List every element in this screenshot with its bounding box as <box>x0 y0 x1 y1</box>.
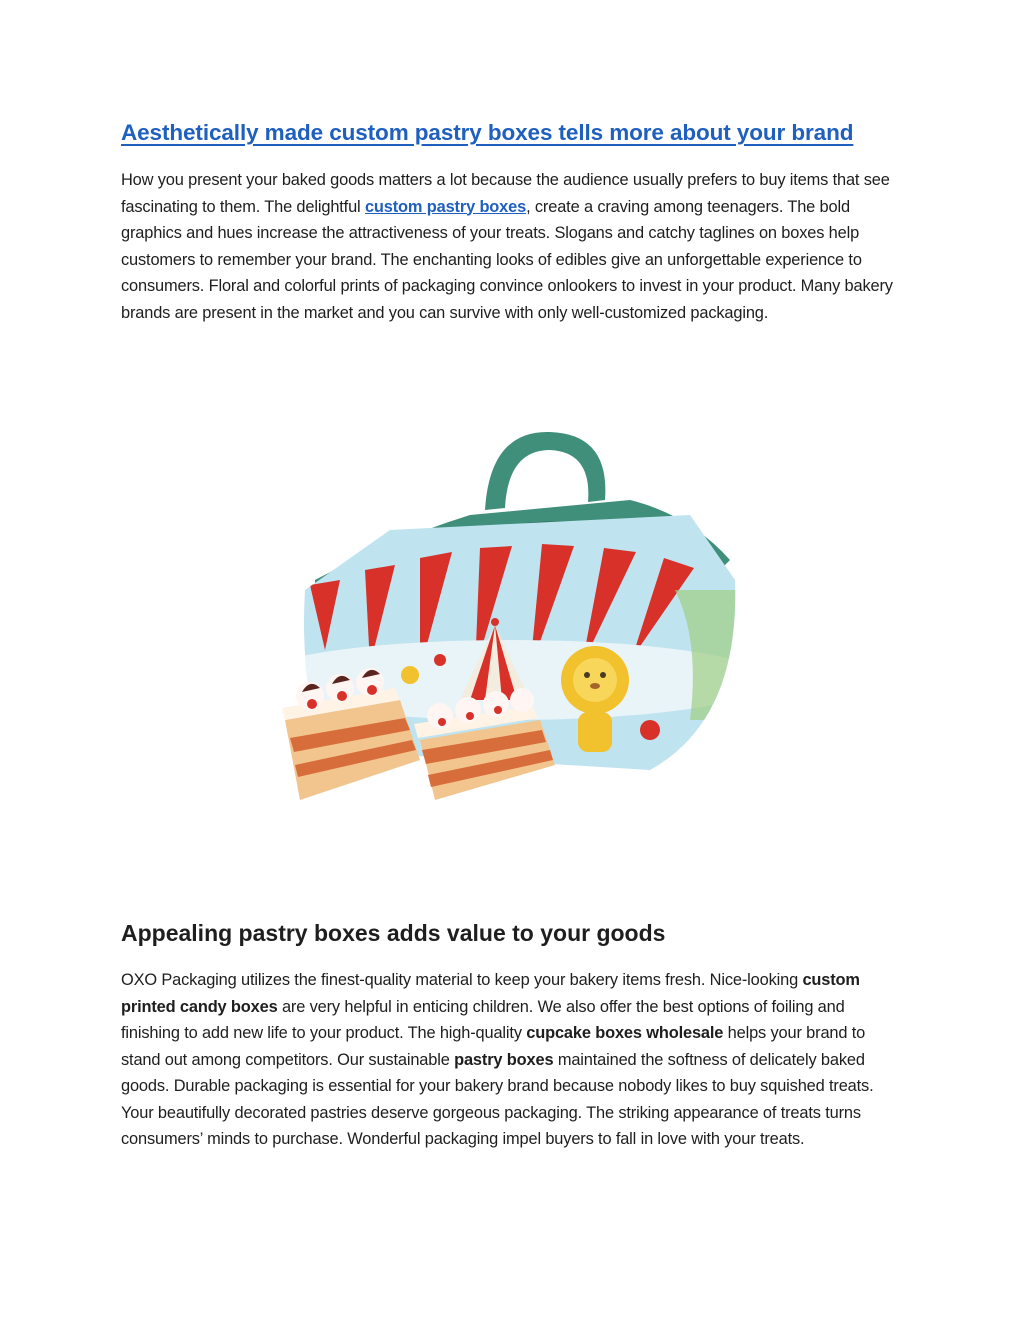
custom-pastry-boxes-link[interactable]: custom pastry boxes <box>364 197 527 216</box>
cupcake-boxes-term: cupcake boxes wholesale <box>526 1024 724 1042</box>
body-paragraph <box>121 967 901 1153</box>
section-heading-aesthetically[interactable]: Aesthetically made custom pastry boxes tells more about your brand <box>121 120 854 145</box>
body-text-2: are very helpful in enticing children. We also offer the best options of foiling and finishing to add new life to your product. The high-quality <box>121 997 845 1042</box>
intro-text-after-link: , create a craving among teenagers. The bold graphics and hues increase the attractiveness of your treats. Slogans and catchy taglines on boxes help customers to remember your brand. The enchanting looks of edibles give an unforgettable experience to consumers. Floral and colorful prints of packaging convince onlookers to invest in your product. Many bakery brands are present in the market and you can survive with only well-customized packaging. <box>121 197 893 322</box>
section-heading-appealing: Appealing pastry boxes adds value to your goods <box>121 920 666 946</box>
body-text-1: OXO Packaging utilizes the finest-quality material to keep your bakery items fresh. Nice-looking <box>121 971 803 989</box>
intro-text-before-link: How you present your baked goods matters a lot because the audience usually prefers to buy items that see fascinating to them. The delightful <box>121 171 890 216</box>
box-handle <box>485 432 605 510</box>
pastry-box-illustration <box>270 420 750 840</box>
intro-paragraph <box>121 167 901 326</box>
body-text-4: maintained the softness of delicately baked goods. Durable packaging is essential for your bakery brand because nobody likes to buy squished treats. Your beautifully decorated pastries deserve gorgeous packaging. The striking appearance of treats turns consumers’ minds to purchase. Wonderful packaging impel buyers to fall in love with your treats. <box>121 1050 874 1148</box>
candy-boxes-term: custom printed candy boxes <box>121 971 860 1016</box>
pastry-boxes-term: pastry boxes <box>454 1050 554 1069</box>
body-text-3: helps your brand to stand out among competitors. Our sustainable <box>121 1024 866 1069</box>
